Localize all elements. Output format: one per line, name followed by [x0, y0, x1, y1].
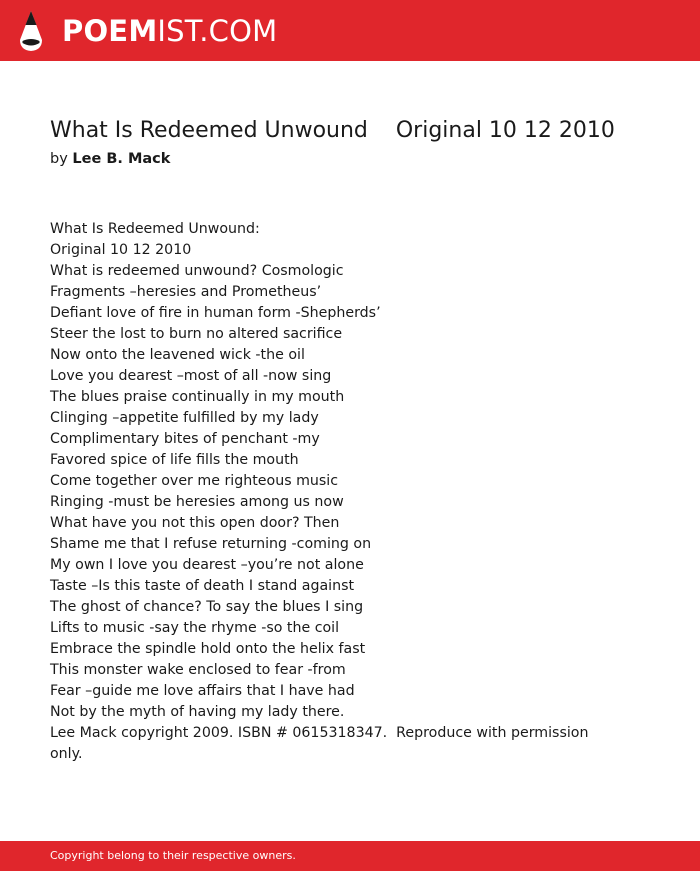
- poem-line: Love you dearest –most of all -now sing: [50, 368, 332, 384]
- site-footer: [0, 841, 700, 871]
- poem-line: Not by the myth of having my lady there.: [50, 704, 345, 720]
- author-name: Lee B. Mack: [72, 151, 171, 167]
- poem-line: Defiant love of fire in human form -Shepherds’: [50, 305, 381, 321]
- poem-line: Fragments –heresies and Prometheus’: [50, 284, 322, 300]
- poem-title: What Is Redeemed Unwound Original 10 12 2010: [50, 118, 615, 143]
- poem-line: only.: [50, 746, 83, 762]
- poem-line: Complimentary bites of penchant -my: [50, 431, 320, 447]
- logo-brand-bold: POEM: [62, 14, 158, 48]
- poem-line: My own I love you dearest –you’re not alone: [50, 557, 364, 573]
- poem-line: This monster wake enclosed to fear -from: [50, 662, 346, 678]
- pencil-icon[interactable]: [18, 10, 44, 52]
- poem-body: [50, 219, 650, 765]
- copyright-notice: Copyright belong to their respective owners.: [50, 849, 296, 862]
- poem-line: Taste –Is this taste of death I stand against: [50, 578, 355, 594]
- site-logo[interactable]: [62, 12, 277, 50]
- poem-line: Favored spice of life fills the mouth: [50, 452, 299, 468]
- poem-line: What Is Redeemed Unwound:: [50, 221, 260, 237]
- poem-line: Now onto the leavened wick -the oil: [50, 347, 305, 363]
- site-header: [0, 0, 700, 61]
- poem-line: Fear –guide me love affairs that I have had: [50, 683, 355, 699]
- poem-line: The ghost of chance? To say the blues I sing: [50, 599, 364, 615]
- poem-line: Lifts to music -say the rhyme -so the coil: [50, 620, 340, 636]
- poem-line: Steer the lost to burn no altered sacrifice: [50, 326, 343, 342]
- by-label: by: [50, 151, 68, 167]
- poem-line: Shame me that I refuse returning -coming on: [50, 536, 372, 552]
- poem-line: What is redeemed unwound? Cosmologic: [50, 263, 344, 279]
- poem-line: Come together over me righteous music: [50, 473, 339, 489]
- byline: [50, 148, 170, 170]
- poem-line: Original 10 12 2010: [50, 242, 192, 258]
- logo-brand-light: IST.COM: [157, 14, 278, 48]
- poem-line: Lee Mack copyright 2009. ISBN # 0615318347. Reproduce with permission: [50, 725, 589, 741]
- poem-line: Embrace the spindle hold onto the helix fast: [50, 641, 366, 657]
- poem-line: The blues praise continually in my mouth: [50, 389, 345, 405]
- poem-line: Clinging –appetite fulfilled by my lady: [50, 410, 319, 426]
- poem-line: What have you not this open door? Then: [50, 515, 340, 531]
- poem-line: Ringing -must be heresies among us now: [50, 494, 344, 510]
